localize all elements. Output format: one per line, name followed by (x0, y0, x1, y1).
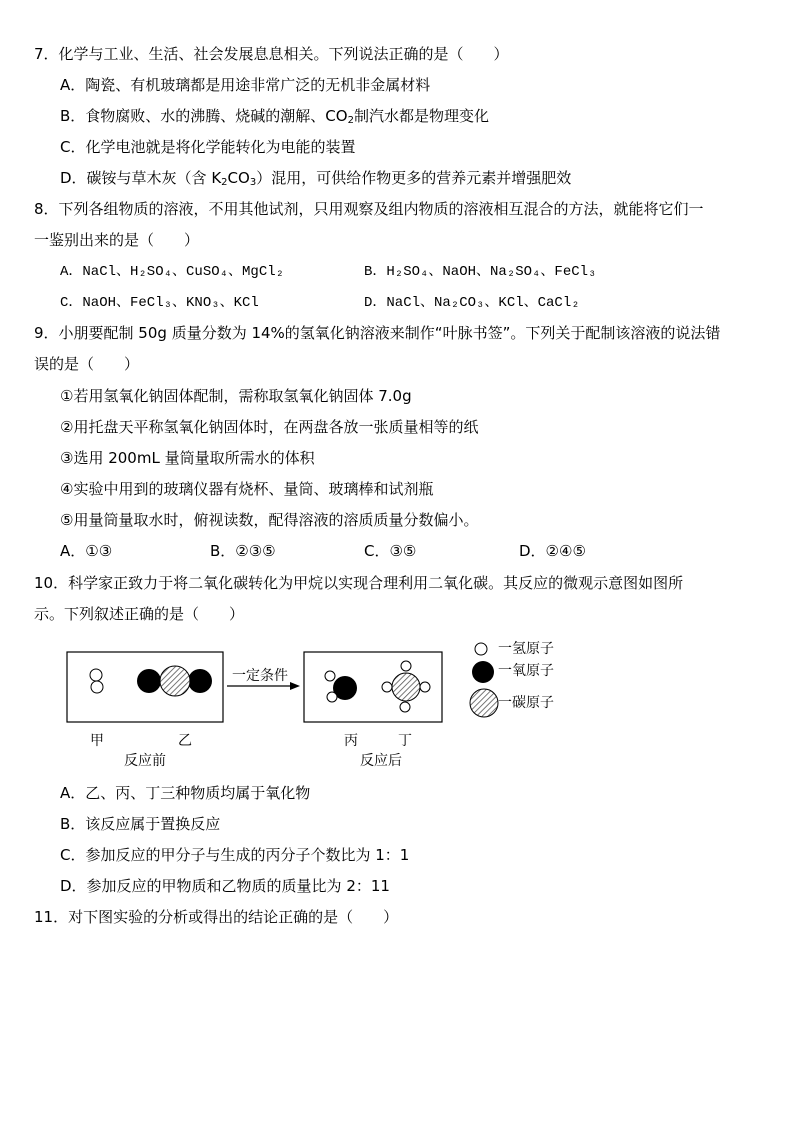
q8-option-a: A．NaCl、H₂SO₄、CuSO₄、MgCl₂ (60, 264, 285, 280)
q8-option-b: B．H₂SO₄、NaOH、Na₂SO₄、FeCl₃ (364, 264, 597, 280)
q9-statement-3: ③选用 200mL 量筒量取所需水的体积 (60, 449, 315, 467)
q8-stem-line2: 一鉴别出来的是（ ） (34, 231, 200, 249)
legend-carbon: 一碳原子 (498, 695, 554, 711)
q9-statement-1: ①若用氢氧化钠固体配制，需称取氢氧化钠固体 7.0g (60, 387, 412, 405)
q11-stem: 11．对下图实验的分析或得出的结论正确的是（ ） (34, 908, 399, 926)
legend-h-icon (475, 643, 487, 655)
q7-option-a: A．陶瓷、有机玻璃都是用途非常广泛的无机非金属材料 (60, 76, 431, 94)
q10-stem-line1: 10．科学家正致力于将二氧化碳转化为甲烷以实现合理利用二氧化碳。其反应的微观示意图如图所 (34, 574, 684, 592)
arrow-head (290, 682, 300, 690)
reaction-diagram (60, 640, 580, 775)
h-atom (420, 682, 430, 692)
c-atom (160, 666, 190, 696)
q10-option-d: D．参加反应的甲物质和乙物质的质量比为 2：11 (60, 877, 390, 895)
q9-option-b: B．②③⑤ (210, 542, 276, 560)
q8-stem-line1: 8．下列各组物质的溶液，不用其他试剂，只用观察及组内物质的溶液相互混合的方法，就能将它们一 (34, 200, 704, 218)
label-bing: 丙 (344, 733, 358, 749)
q10-option-a: A．乙、丙、丁三种物质均属于氧化物 (60, 784, 311, 802)
h-atom (90, 669, 102, 681)
q9-option-d: D．②④⑤ (519, 542, 586, 560)
q10-option-c: C．参加反应的甲分子与生成的丙分子个数比为 1：1 (60, 846, 410, 864)
label-jia: 甲 (90, 733, 104, 749)
o-atom (188, 669, 212, 693)
legend-hydrogen: 一氢原子 (498, 641, 554, 657)
q7-option-d: D．碳铵与草木灰（含 $K_2CO_3$）混用，可供给作物更多的营养元素并增强肥效 (60, 169, 572, 188)
q7-option-b: B．食物腐败、水的沸腾、烧碱的潮解、$CO_2$制汽水都是物理变化 (60, 107, 489, 126)
q9-statement-5: ⑤用量筒量取水时，俯视读数，配得溶液的溶质质量分数偏小。 (60, 511, 479, 529)
q10-option-b: B．该反应属于置换反应 (60, 815, 221, 833)
q7-stem: 7．化学与工业、生活、社会发展息息相关。下列说法正确的是（ ） (34, 45, 509, 63)
q9-statement-4: ④实验中用到的玻璃仪器有烧杯、量筒、玻璃棒和试剂瓶 (60, 480, 434, 498)
q9-stem-line1: 9．小朋要配制 50g 质量分数为 14%的氢氧化钠溶液来制作“叶脉书签”。下列关于配制该溶液的说法错 (34, 324, 721, 342)
o-atom (137, 669, 161, 693)
h-atom (91, 681, 103, 693)
q9-statement-2: ②用托盘天平称氢氧化钠固体时，在两盘各放一张质量相等的纸 (60, 418, 479, 436)
condition-label: 一定条件 (232, 668, 288, 684)
q10-stem-line2: 示。下列叙述正确的是（ ） (34, 605, 245, 623)
c-atom (392, 673, 420, 701)
legend-o-icon (472, 661, 494, 683)
legend-c-icon (470, 689, 498, 717)
h-atom (327, 692, 337, 702)
h-atom (325, 671, 335, 681)
h-atom (382, 682, 392, 692)
q9-stem-line2: 误的是（ ） (34, 355, 140, 373)
h-atom (400, 702, 410, 712)
q9-option-c: C．③⑤ (364, 542, 417, 560)
label-before: 反应前 (124, 753, 166, 769)
q7-option-c: C．化学电池就是将化学能转化为电能的装置 (60, 138, 356, 156)
label-ding: 丁 (398, 733, 412, 749)
label-yi: 乙 (178, 733, 192, 749)
label-after: 反应后 (360, 753, 402, 769)
q9-option-a: A．①③ (60, 542, 113, 560)
legend-oxygen: 一氧原子 (498, 663, 554, 679)
q8-option-c: C．NaOH、FeCl₃、KNO₃、KCl (60, 295, 259, 311)
h-atom (401, 661, 411, 671)
q8-option-d: D．NaCl、Na₂CO₃、KCl、CaCl₂ (364, 295, 580, 311)
